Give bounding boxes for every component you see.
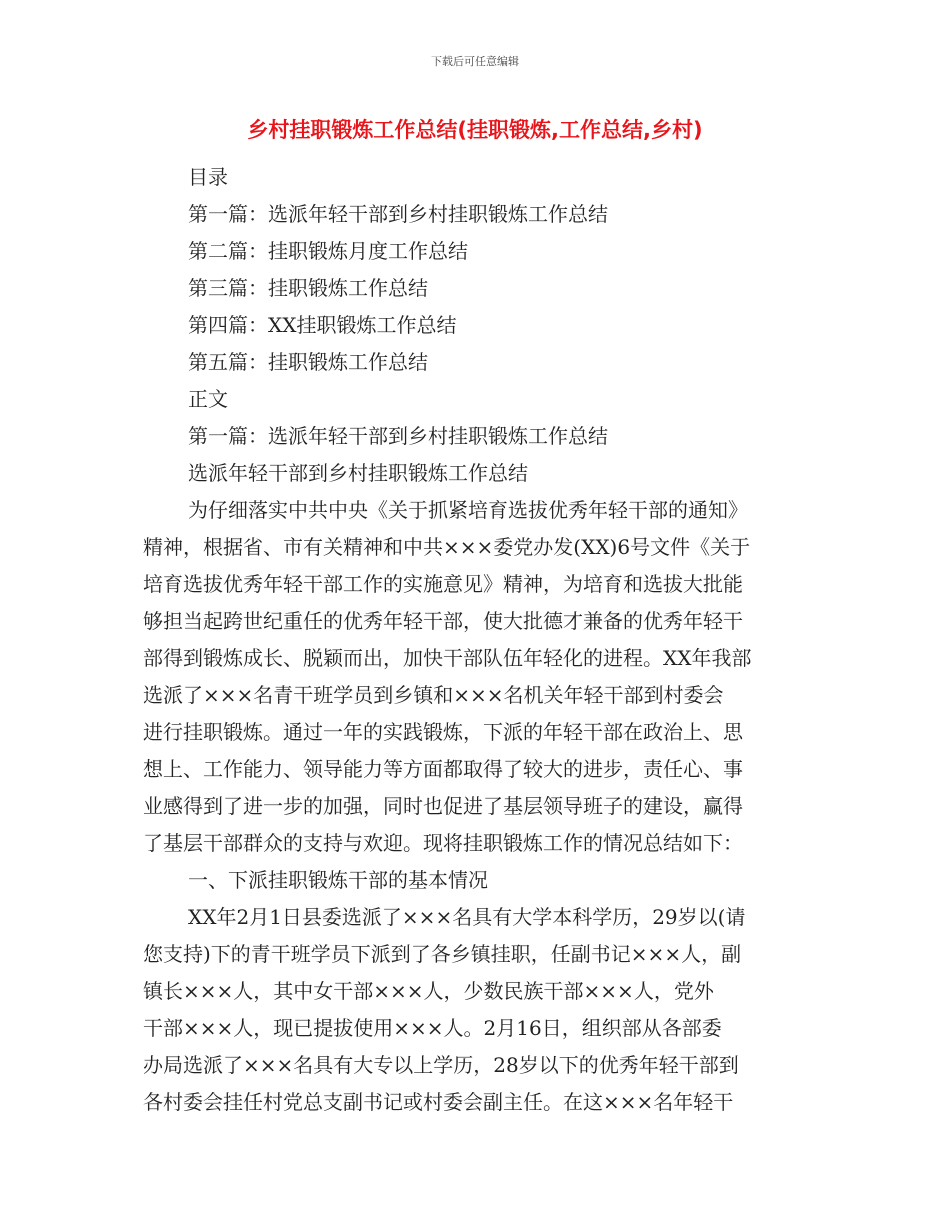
chapter-title: 第一篇：选派年轻干部到乡村挂职锻炼工作总结: [188, 424, 608, 448]
paragraph-line: 了基层干部群众的支持与欢迎。现将挂职锻炼工作的情况总结如下：: [143, 831, 743, 855]
page-header: 下载后可任意编辑: [431, 55, 519, 68]
paragraph-line: 部得到锻炼成长、脱颖而出，加快干部队伍年轻化的进程。XX年我部: [143, 646, 752, 670]
toc-item: 第一篇：选派年轻干部到乡村挂职锻炼工作总结: [188, 202, 608, 226]
paragraph-line: 镇长×××人，其中女干部×××人，少数民族干部×××人，党外: [143, 979, 714, 1003]
paragraph-line: 为仔细落实中共中央《关于抓紧培育选拔优秀年轻干部的通知》: [188, 498, 748, 522]
body-heading: 正文: [188, 387, 228, 411]
paragraph-line: 想上、工作能力、领导能力等方面都取得了较大的进步，责任心、事: [143, 757, 743, 781]
paragraph-line: 干部×××人，现已提拔使用×××人。2月16日，组织部从各部委: [143, 1016, 722, 1040]
toc-item: 第三篇：挂职锻炼工作总结: [188, 276, 428, 300]
toc-heading: 目录: [188, 165, 228, 189]
toc-item: 第四篇：XX挂职锻炼工作总结: [188, 313, 457, 337]
paragraph-line: 培育选拔优秀年轻干部工作的实施意见》精神，为培育和选拔大批能: [143, 572, 743, 596]
paragraph-line: 各村委会挂任村党总支副书记或村委会副主任。在这×××名年轻干: [143, 1090, 734, 1114]
paragraph-line: 您支持)下的青干班学员下派到了各乡镇挂职，任副书记×××人，副: [143, 942, 742, 966]
paragraph-line: XX年2月1日县委选派了×××名具有大学本科学历，29岁以(请: [188, 905, 746, 929]
chapter-subtitle: 选派年轻干部到乡村挂职锻炼工作总结: [188, 461, 528, 485]
document-title: 乡村挂职锻炼工作总结(挂职锻炼,工作总结,乡村): [247, 118, 703, 142]
paragraph-line: 办局选派了×××名具有大专以上学历，28岁以下的优秀年轻干部到: [143, 1053, 739, 1077]
section-heading: 一、下派挂职锻炼干部的基本情况: [188, 868, 488, 892]
paragraph-line: 业感得到了进一步的加强，同时也促进了基层领导班子的建设，赢得: [143, 794, 743, 818]
toc-item: 第五篇：挂职锻炼工作总结: [188, 350, 428, 374]
paragraph-line: 选派了×××名青干班学员到乡镇和×××名机关年轻干部到村委会: [143, 683, 724, 707]
paragraph-line: 精神，根据省、市有关精神和中共×××委党办发(XX)6号文件《关于: [143, 535, 751, 559]
paragraph-line: 进行挂职锻炼。通过一年的实践锻炼，下派的年轻干部在政治上、思: [143, 720, 743, 744]
toc-item: 第二篇：挂职锻炼月度工作总结: [188, 239, 468, 263]
paragraph-line: 够担当起跨世纪重任的优秀年轻干部，使大批德才兼备的优秀年轻干: [143, 609, 743, 633]
